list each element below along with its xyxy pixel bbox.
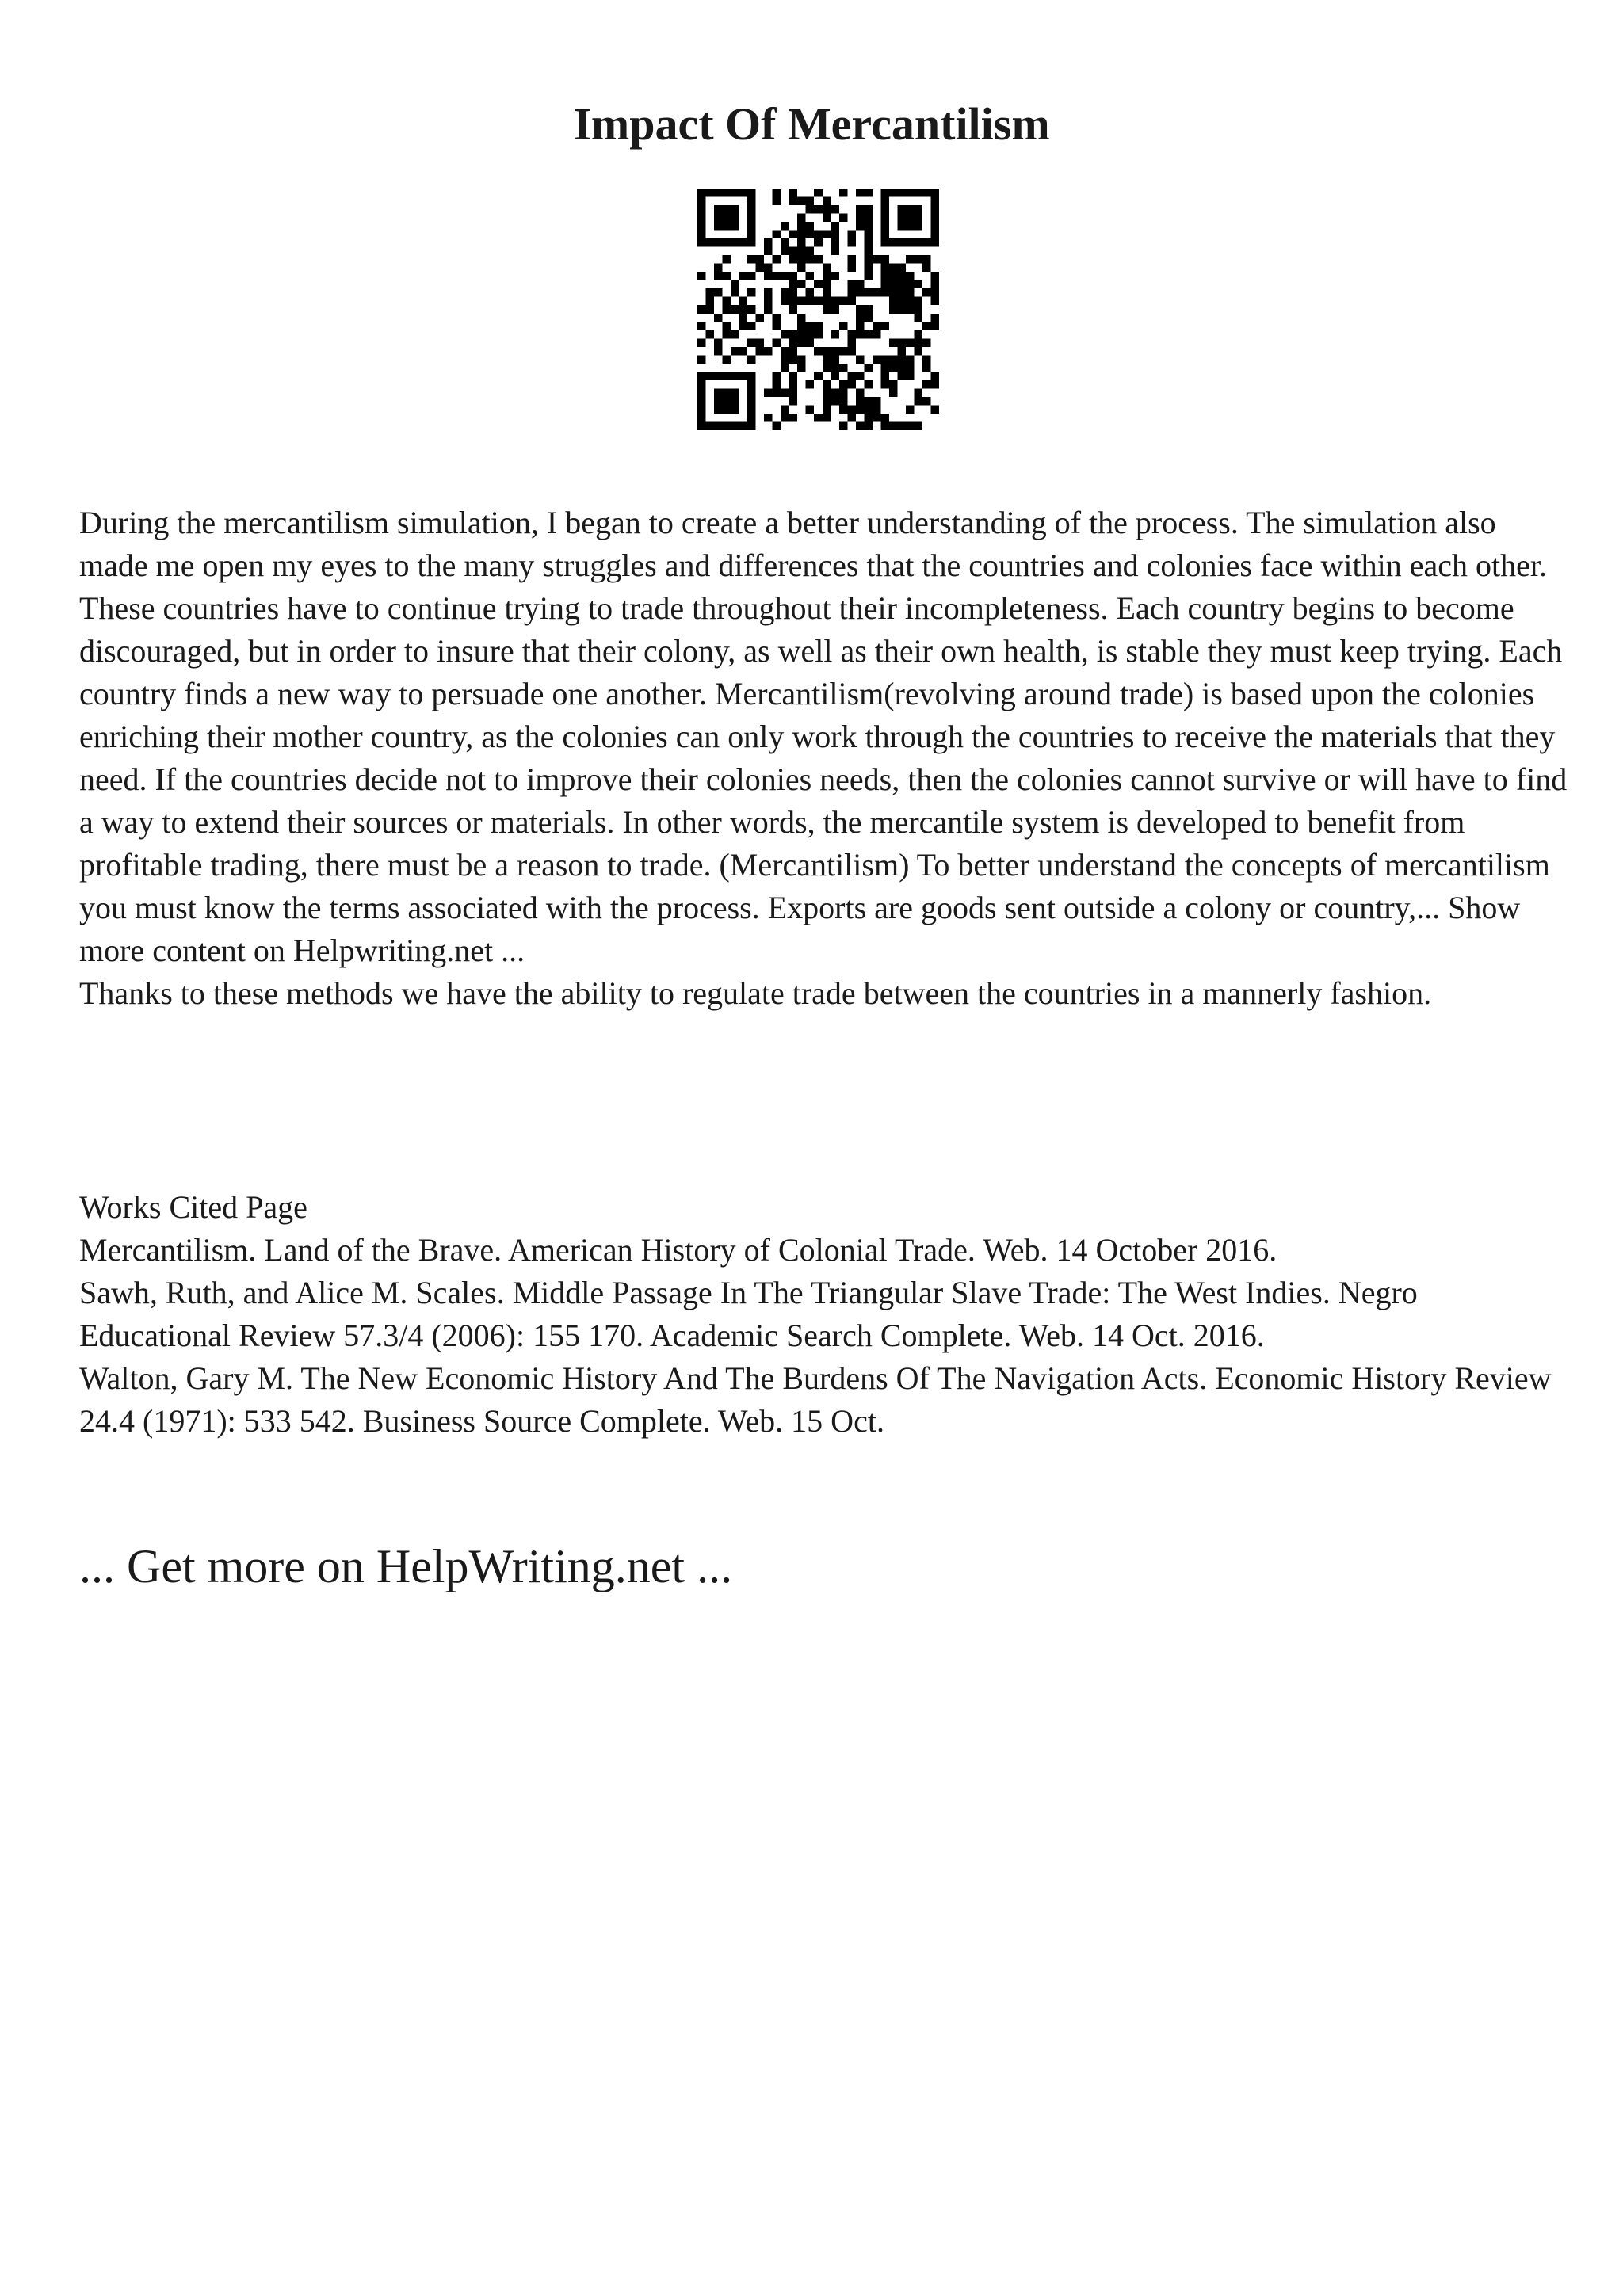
works-cited-entry: Sawh, Ruth, and Alice M. Scales. Middle Passage In The Triangular Slave Trade: The West Indies. Negro Educational Review 57.3/4 (2006): 155 170. Academic Search Complete. Web. 14 Oct. 2016. xyxy=(79,1275,1418,1353)
works-cited-entry: Mercantilism. Land of the Brave. American History of Colonial Trade. Web. 14 October 2016. xyxy=(79,1232,1277,1268)
works-cited-heading: Works Cited Page xyxy=(79,1189,307,1225)
qr-code-icon xyxy=(697,189,939,430)
document-title: Impact Of Mercantilism xyxy=(573,98,1050,150)
works-cited-entry: Walton, Gary M. The New Economic History And The Burdens Of The Navigation Acts. Economic History Review 24.4 (1971): 533 542. Business Source Complete. Web. 15 Oct. xyxy=(79,1360,1552,1439)
get-more-link[interactable]: ... Get more on HelpWriting.net ... xyxy=(79,1540,733,1592)
works-cited-section xyxy=(79,1186,1569,1443)
document-body xyxy=(79,502,1569,1015)
body-paragraph: During the mercantilism simulation, I began to create a better understanding of the process. The simulation also made me open my eyes to the many struggles and differences that the countries and colonies face within each other. These countries have to continue trying to trade throughout their incompleteness. Each country begins to become discouraged, but in order to insure that their colony, as well as their own health, is stable they must keep trying. Each country finds a new way to persuade one another. Mercantilism(revolving around trade) is based upon the colonies enriching their mother country, as the colonies can only work through the countries to receive the materials that they need. If the countries decide not to improve their colonies needs, then the colonies cannot survive or will have to find a way to extend their sources or materials. In other words, the mercantile system is developed to benefit from profitable trading, there must be a reason to trade. (Mercantilism) To better understand the concepts of mercantilism you must know the terms associated with the process. Exports are goods sent outside a colony or country,... Show more content on Helpwriting.net ... xyxy=(79,505,1568,968)
body-paragraph: Thanks to these methods we have the ability to regulate trade between the countries in a mannerly fashion. xyxy=(79,975,1432,1011)
